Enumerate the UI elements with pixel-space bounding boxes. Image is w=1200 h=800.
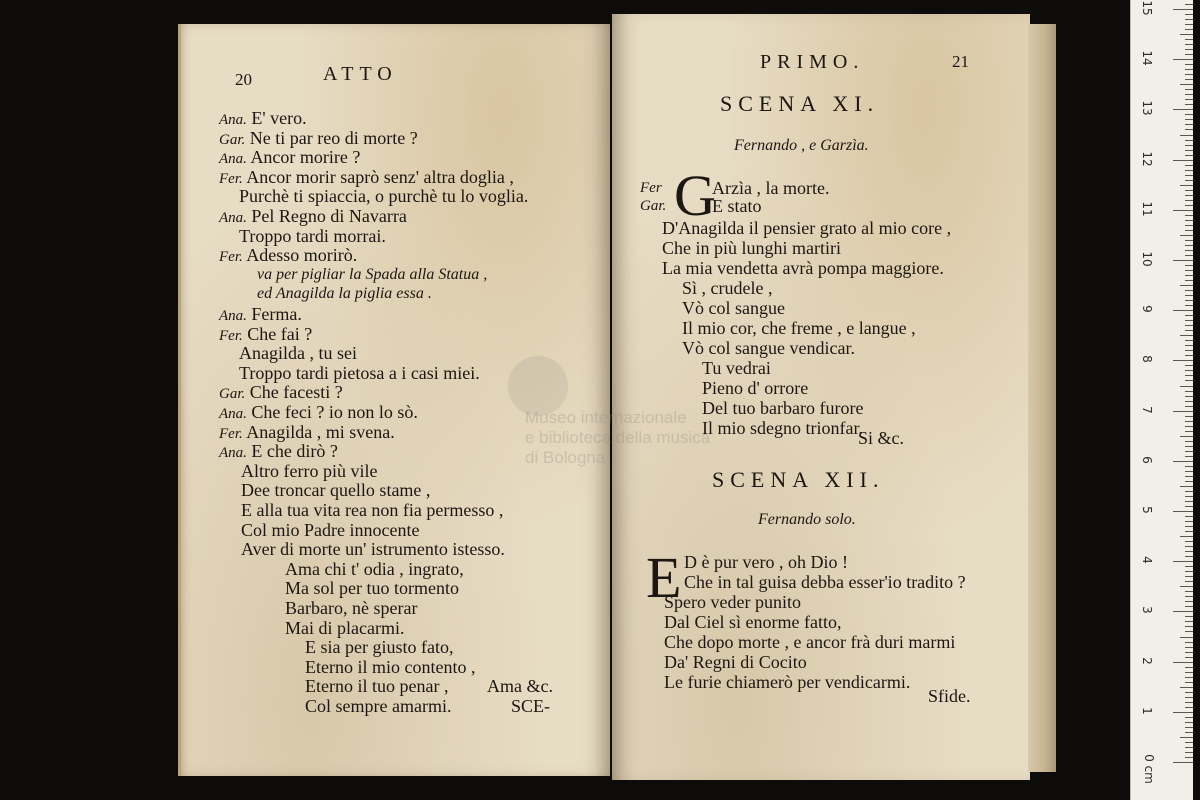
verse-line: Vò col sangue [682, 298, 785, 318]
ruler-tick [1185, 200, 1193, 201]
ruler-tick [1185, 647, 1193, 648]
speaker-label: Ana. [219, 406, 247, 422]
ruler-tick [1185, 24, 1193, 25]
ruler-tick [1185, 375, 1193, 376]
speaker-label: Ana. [219, 151, 247, 168]
left-page-number: 20 [235, 70, 252, 89]
ruler-number: 12 [1140, 150, 1154, 167]
line-text: Dee troncar quello stame , [241, 480, 431, 501]
ruler-tick [1180, 386, 1193, 387]
ruler-tick [1185, 94, 1193, 95]
stage-direction [257, 265, 487, 285]
ruler-tick [1185, 14, 1193, 15]
scene-xi-dropcap: G [674, 163, 716, 228]
ruler-number: 3 [1140, 606, 1154, 615]
ruler-tick [1185, 421, 1193, 422]
ruler-tick [1185, 300, 1193, 301]
ruler-tick [1185, 275, 1193, 276]
ruler-tick [1185, 667, 1193, 668]
ruler-tick [1180, 486, 1193, 487]
speaker-label: Fer. [219, 249, 243, 266]
ruler-tick [1180, 84, 1193, 85]
ruler-tick [1185, 571, 1193, 572]
ruler-tick [1185, 501, 1193, 502]
ruler-tick [1185, 150, 1193, 151]
line-text: Ancor morir saprò senz' altra doglia , [246, 166, 514, 187]
ruler-tick [1185, 732, 1193, 733]
watermark-line-1: Museo internazionale [525, 408, 687, 427]
ruler-tick [1185, 702, 1193, 703]
scene-xi-speaker-1: Fer [640, 180, 662, 196]
line-text: Col mio Padre innocente [241, 519, 420, 540]
ruler-tick [1185, 355, 1193, 356]
ruler-tick [1185, 441, 1193, 442]
speaker-label: Fer. [219, 425, 243, 442]
ruler-tick [1185, 170, 1193, 171]
ruler-number: 7 [1140, 405, 1154, 414]
line-text: Col sempre amarmi. [305, 696, 452, 716]
speaker-label: Ana. [219, 210, 247, 226]
verse-line: Il mio sdegno trionfar. [702, 418, 863, 438]
scene-xi-aria-ref: Si &c. [858, 428, 905, 448]
measurement-ruler [1130, 0, 1193, 800]
ruler-tick [1180, 335, 1193, 336]
scene-xi-title: SCENA XI. [720, 91, 880, 116]
ruler-tick [1185, 119, 1193, 120]
ruler-tick [1185, 566, 1193, 567]
ruler-tick [1180, 737, 1193, 738]
ruler-tick [1173, 260, 1193, 261]
scene-xii-title: SCENA XII. [712, 467, 885, 492]
ruler-tick [1173, 59, 1193, 60]
ruler-tick [1185, 682, 1193, 683]
ruler-number: 10 [1140, 251, 1154, 267]
ruler-tick [1185, 631, 1193, 632]
ruler-tick [1185, 591, 1193, 592]
verse-line: Le furie chiamerò per vendicarmi. [664, 672, 911, 692]
ruler-tick [1185, 456, 1193, 457]
dialogue-line [241, 500, 503, 520]
ruler-tick [1185, 295, 1193, 296]
ruler-tick [1173, 611, 1193, 612]
stage-direction [257, 284, 432, 304]
speaker-label: Gar. [219, 131, 246, 148]
verse-line: Che dopo morte , e ancor frà duri marmi [664, 632, 956, 652]
ruler-tick [1185, 255, 1193, 256]
dialogue-line [239, 186, 528, 206]
ruler-tick [1173, 712, 1193, 713]
ruler-tick [1185, 365, 1193, 366]
ruler-tick [1185, 145, 1193, 146]
ruler-tick [1185, 175, 1193, 176]
ruler-tick [1185, 446, 1193, 447]
ruler-tick [1185, 616, 1193, 617]
ruler-tick [1185, 606, 1193, 607]
dialogue-line [285, 618, 404, 638]
ruler-tick [1173, 310, 1193, 311]
line-text: Troppo tardi pietosa a i casi miei. [239, 362, 480, 383]
watermark [525, 408, 710, 468]
line-text: Barbaro, nè sperar [285, 598, 418, 618]
ruler-number: 1 [1140, 706, 1154, 715]
ruler-tick [1185, 396, 1193, 397]
right-running-head: PRIMO. [760, 51, 865, 73]
line-text: Anagilda , tu sei [239, 343, 357, 364]
ruler-tick [1185, 245, 1193, 246]
ruler-tick [1173, 9, 1193, 10]
ruler-number: 13 [1140, 100, 1154, 117]
ruler-tick [1185, 44, 1193, 45]
line-text: Ama chi t' odia , ingrato, [285, 558, 464, 579]
ruler-tick [1185, 89, 1193, 90]
dialogue-line [285, 598, 417, 618]
ruler-number: 9 [1140, 305, 1154, 313]
ruler-tick [1185, 717, 1193, 718]
watermark-logo [508, 356, 568, 416]
ruler-tick [1185, 621, 1193, 622]
ruler-tick [1185, 431, 1193, 432]
line-text: Che fai ? [247, 323, 313, 344]
ruler-tick [1185, 401, 1193, 402]
ruler-tick [1185, 672, 1193, 673]
scene-xi-persons: Fernando , e Garzìa. [734, 137, 869, 154]
ruler-tick [1185, 54, 1193, 55]
ruler-tick [1185, 541, 1193, 542]
dialogue-line [241, 461, 377, 481]
ruler-tick [1185, 340, 1193, 341]
ruler-tick [1180, 536, 1193, 537]
ruler-tick [1185, 124, 1193, 125]
ruler-number: 2 [1140, 656, 1154, 665]
ruler-tick [1185, 476, 1193, 477]
ruler-tick [1185, 64, 1193, 65]
ruler-tick [1185, 481, 1193, 482]
ruler-tick [1185, 220, 1193, 221]
ruler-tick [1185, 29, 1193, 30]
ruler-tick [1185, 677, 1193, 678]
ruler-tick [1185, 757, 1193, 758]
ruler-tick [1185, 230, 1193, 231]
ruler-tick [1185, 576, 1193, 577]
ruler-tick [1185, 521, 1193, 522]
ruler-tick [1185, 747, 1193, 748]
right-catchword: Sfide. [928, 686, 971, 706]
ruler-tick [1185, 280, 1193, 281]
line-text: Eterno il tuo penar , [305, 676, 449, 697]
ruler-tick [1185, 506, 1193, 507]
ruler-tick [1185, 652, 1193, 653]
scene-xii-persons: Fernando solo. [758, 511, 856, 528]
verse-line: Dal Ciel sì enorme fatto, [664, 612, 842, 632]
dialogue-line [285, 559, 464, 579]
ruler-tick [1185, 551, 1193, 552]
ruler-tick [1185, 99, 1193, 100]
ruler-number: 4 [1140, 556, 1154, 564]
line-text: Eterno il mio contento , [305, 656, 476, 677]
ruler-tick [1180, 637, 1193, 638]
ruler-tick [1180, 235, 1193, 236]
left-running-head: ATTO [323, 63, 398, 85]
verse-line: Il mio cor, che freme , e langue , [682, 318, 916, 338]
ruler-tick [1185, 752, 1193, 753]
ruler-tick [1185, 496, 1193, 497]
right-page-text [612, 14, 1030, 780]
ruler-tick [1185, 707, 1193, 708]
page-edges [1028, 24, 1056, 772]
dialogue-line [305, 637, 453, 657]
watermark-line-3: di Bologna [525, 448, 606, 467]
ruler-tick [1185, 4, 1193, 5]
ruler-number: 8 [1140, 355, 1154, 364]
ruler-tick [1185, 516, 1193, 517]
ruler-number: 14 [1140, 50, 1154, 66]
line-text: E alla tua vita rea non fia permesso , [241, 500, 504, 520]
ruler-tick [1180, 586, 1193, 587]
ruler-tick [1185, 350, 1193, 351]
ruler-tick [1185, 345, 1193, 346]
ruler-tick [1185, 426, 1193, 427]
scene-xii-dropcap: E [646, 545, 682, 610]
ruler-tick [1185, 581, 1193, 582]
ruler-tick [1185, 140, 1193, 141]
ruler-tick [1173, 109, 1193, 110]
ruler-tick [1185, 19, 1193, 20]
ruler-tick [1185, 471, 1193, 472]
dialogue-line [239, 363, 480, 383]
ruler-tick [1173, 461, 1193, 462]
verse-line: Che in tal guisa debba esser'io tradito ? [684, 572, 966, 592]
right-page-number: 21 [952, 52, 969, 71]
ruler-number: 5 [1140, 506, 1154, 514]
ruler-tick [1180, 285, 1193, 286]
ruler-tick [1185, 225, 1193, 226]
line-text: Anagilda , mi svena. [246, 421, 395, 442]
speaker-label: Ana. [219, 112, 247, 128]
ruler-tick [1173, 511, 1193, 512]
ruler-tick [1173, 160, 1193, 161]
speaker-label: Fer. [219, 327, 243, 344]
ruler-tick [1185, 190, 1193, 191]
dialogue-line [239, 226, 386, 246]
speaker-label: Ana. [219, 308, 247, 324]
line-text: Pel Regno di Navarra [251, 206, 407, 226]
verse-line: Sì , crudele , [682, 278, 773, 298]
line-text: Ancor morire ? [250, 147, 361, 168]
ruler-tick [1173, 662, 1193, 663]
ruler-tick [1185, 330, 1193, 331]
ruler-tick [1185, 692, 1193, 693]
line-text: va per pigliar la Spada alla Statua , [257, 265, 488, 283]
ruler-tick [1185, 79, 1193, 80]
ruler-tick [1185, 39, 1193, 40]
ruler-tick [1185, 406, 1193, 407]
ruler-tick [1173, 561, 1193, 562]
ruler-tick [1185, 697, 1193, 698]
speaker-label: Ana. [219, 445, 247, 462]
ruler-tick [1185, 556, 1193, 557]
ruler-tick [1185, 526, 1193, 527]
line-text: Adesso morirò. [246, 245, 358, 266]
line-text: Altro ferro più vile [241, 460, 378, 481]
ruler-tick [1185, 104, 1193, 105]
ruler-tick [1185, 642, 1193, 643]
dialogue-line [305, 657, 475, 677]
ruler-tick [1173, 411, 1193, 412]
ruler-tick [1180, 687, 1193, 688]
ruler-tick [1180, 34, 1193, 35]
verse-line: La mia vendetta avrà pompa maggiore. [662, 258, 944, 278]
ruler-tick [1185, 531, 1193, 532]
ruler-tick [1185, 265, 1193, 266]
ruler-tick [1185, 74, 1193, 75]
ruler-tick [1185, 49, 1193, 50]
ruler-number: 15 [1140, 0, 1154, 16]
scene-xi-speaker-2: Gar. [640, 198, 667, 214]
verse-line: Arzìa , la morte. [712, 178, 830, 198]
line-text: ed Anagilda la piglia essa . [257, 285, 432, 303]
verse-line: Tu vedrai [702, 358, 771, 378]
ruler-tick [1180, 135, 1193, 136]
ruler-tick [1185, 215, 1193, 216]
right-page [612, 14, 1030, 780]
line-text: E che dirò ? [251, 441, 338, 462]
line-text: Ferma. [251, 304, 302, 324]
line-text: Mai di placarmi. [285, 617, 405, 638]
left-catchword: SCE- [511, 696, 551, 716]
verse-line: Vò col sangue vendicar. [682, 338, 855, 358]
verse-line: E stato [712, 196, 762, 216]
ruler-tick [1185, 290, 1193, 291]
ruler-tick [1185, 180, 1193, 181]
ruler-tick [1185, 466, 1193, 467]
ruler-tick [1185, 626, 1193, 627]
line-text: Che facesti ? [249, 382, 343, 403]
line-text: Aver di morte un' istrumento istesso. [241, 539, 505, 560]
dialogue-line [305, 676, 448, 696]
line-text: Che feci ? io non lo sò. [251, 402, 418, 422]
verse-line: Che in più lunghi martiri [662, 238, 841, 258]
ruler-tick [1185, 165, 1193, 166]
ruler-tick [1185, 451, 1193, 452]
ruler-tick [1173, 762, 1193, 763]
dialogue-line [305, 696, 451, 716]
ruler-tick [1185, 727, 1193, 728]
dialogue-line [285, 578, 459, 598]
line-text: E sia per giusto fato, [305, 637, 454, 658]
dialogue-line [241, 480, 430, 500]
ruler-tick [1185, 315, 1193, 316]
dialogue-line [239, 343, 357, 363]
verse-line: Del tuo barbaro furore [702, 398, 864, 418]
verse-line: Da' Regni di Cocito [664, 652, 807, 672]
ruler-tick [1185, 380, 1193, 381]
ruler-tick [1185, 742, 1193, 743]
line-text: Ne ti par reo di morte ? [249, 127, 418, 148]
dialogue-line [241, 520, 419, 540]
ruler-tick [1185, 325, 1193, 326]
ruler-tick [1185, 370, 1193, 371]
ruler-tick [1185, 546, 1193, 547]
line-text: Troppo tardi morrai. [239, 225, 386, 246]
ruler-number: 11 [1140, 201, 1154, 217]
ruler-tick [1185, 657, 1193, 658]
ruler-tick [1180, 436, 1193, 437]
ruler-tick [1185, 416, 1193, 417]
line-text: E' vero. [251, 108, 307, 128]
ruler-tick [1185, 596, 1193, 597]
ruler-tick [1185, 129, 1193, 130]
ruler-tick [1180, 185, 1193, 186]
ruler-tick [1185, 195, 1193, 196]
ruler-tick [1185, 722, 1193, 723]
ruler-tick [1173, 210, 1193, 211]
speaker-label: Gar. [219, 386, 246, 403]
verse-line: Pieno d' orrore [702, 378, 809, 398]
verse-line: D'Anagilda il pensier grato al mio core , [662, 218, 952, 238]
ruler-tick [1185, 69, 1193, 70]
ruler-tick [1185, 320, 1193, 321]
left-aria-ref: Ama &c. [487, 676, 553, 696]
verse-line: D è pur vero , oh Dio ! [684, 552, 848, 572]
ruler-tick [1185, 240, 1193, 241]
ruler-tick [1185, 114, 1193, 115]
ruler-tick [1185, 601, 1193, 602]
ruler-tick [1185, 491, 1193, 492]
ruler-number: 6 [1140, 455, 1154, 464]
ruler-unit-label: 0 cm [1142, 754, 1156, 784]
ruler-tick [1185, 391, 1193, 392]
ruler-tick [1173, 360, 1193, 361]
verse-line: Spero veder punito [664, 592, 801, 612]
ruler-tick [1185, 270, 1193, 271]
ruler-tick [1185, 155, 1193, 156]
line-text: Purchè ti spiaccia, o purchè tu lo voglia. [239, 186, 529, 207]
speaker-label: Fer. [219, 170, 243, 187]
watermark-line-2: e biblioteca della musica [525, 428, 711, 447]
ruler-tick [1185, 305, 1193, 306]
ruler-tick [1185, 205, 1193, 206]
ruler-tick [1185, 250, 1193, 251]
dialogue-line [241, 539, 505, 559]
line-text: Ma sol per tuo tormento [285, 578, 459, 599]
